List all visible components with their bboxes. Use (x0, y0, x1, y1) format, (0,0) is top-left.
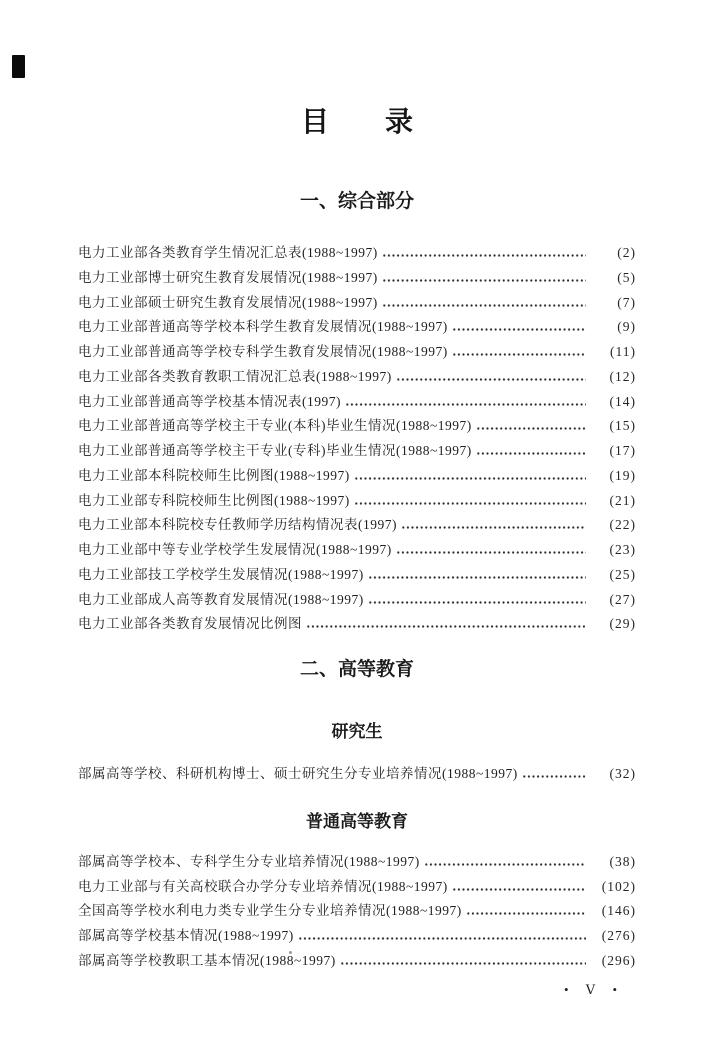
dot-leader-icon (476, 439, 586, 464)
entry-title: 全国高等学校水利电力类专业学生分专业培养情况(1988~1997) (78, 903, 462, 919)
dot-leader-icon (368, 563, 586, 588)
entry-page-number: (29) (609, 616, 636, 632)
toc-entry (78, 291, 636, 316)
dot-leader-icon (401, 513, 586, 538)
dot-leader-icon (382, 241, 586, 266)
entry-title: 电力工业部硕士研究生教育发展情况(1988~1997) (78, 294, 378, 310)
subsection-heading: 普通高等教育 (306, 811, 408, 831)
toc-entry (78, 390, 636, 415)
toc-list (78, 717, 636, 974)
entry-title: 电力工业部与有关高校联合办学分专业培养情况(1988~1997) (78, 878, 448, 894)
entry-title: 电力工业部普通高等学校基本情况表(1997) (78, 393, 341, 409)
toc-sections (78, 186, 636, 974)
toc-entry (78, 612, 636, 637)
entry-page-number: (22) (609, 517, 636, 533)
toc-entry (78, 949, 636, 974)
dot-leader-icon (396, 365, 586, 390)
entry-page-number: (14) (609, 393, 636, 409)
toc-entry (78, 414, 636, 439)
dot-leader-icon (476, 414, 586, 439)
page-title: 目 录 (300, 107, 413, 138)
dot-leader-icon (306, 612, 586, 637)
section-heading: 一、综合部分 (299, 191, 414, 212)
toc-entry (78, 924, 636, 949)
dot-leader-icon (368, 588, 586, 613)
toc-entry (78, 513, 636, 538)
entry-title: 部属高等学校、科研机构博士、硕士研究生分专业培养情况(1988~1997) (78, 766, 518, 781)
toc-entry (78, 563, 636, 588)
entry-page-number: (11) (610, 344, 636, 359)
entry-title: 电力工业部专科院校师生比例图(1988~1997) (78, 492, 350, 508)
dot-leader-icon (522, 762, 586, 787)
entry-title: 电力工业部本科院校专任教师学历结构情况表(1997) (78, 517, 397, 533)
section-heading: 二、高等教育 (299, 659, 414, 680)
dot-leader-icon (452, 875, 586, 900)
entry-title: 电力工业部普通高等学校专科学生教育发展情况(1988~1997) (78, 344, 448, 359)
subsection-heading: 研究生 (331, 722, 383, 741)
dot-leader-icon (354, 464, 586, 489)
dot-leader-icon (354, 489, 586, 514)
entry-page-number: (5) (617, 269, 636, 285)
entry-title: 电力工业部中等专业学校学生发展情况(1988~1997) (78, 542, 392, 557)
dot-leader-icon (345, 390, 586, 415)
toc-entry (78, 315, 636, 340)
toc-entry (78, 365, 636, 390)
toc-entry (78, 588, 636, 613)
entry-title: 部属高等学校基本情况(1988~1997) (78, 928, 294, 943)
toc-entry (78, 464, 636, 489)
toc-entry (78, 899, 636, 924)
entry-page-number: (25) (609, 566, 636, 582)
entry-page-number: (146) (601, 903, 636, 919)
entry-page-number: (296) (601, 952, 636, 968)
entry-page-number: (2) (617, 245, 636, 260)
toc-entry (78, 439, 636, 464)
toc-entry (78, 850, 636, 875)
entry-page-number: (12) (609, 368, 636, 384)
entry-title: 电力工业部普通高等学校主干专业(本科)毕业生情况(1988~1997) (78, 418, 472, 434)
entry-page-number: (19) (609, 467, 636, 483)
entry-page-number: (102) (601, 878, 636, 894)
dot-leader-icon (424, 850, 586, 875)
toc-entry (78, 875, 636, 900)
dot-leader-icon (452, 315, 586, 340)
dot-leader-icon (298, 924, 586, 949)
dot-leader-icon (382, 291, 586, 316)
footer-page-number: • Ⅴ • (564, 981, 624, 997)
entry-page-number: (17) (609, 443, 636, 458)
entry-page-number: (15) (609, 418, 636, 434)
entry-page-number: (276) (601, 928, 636, 943)
entry-title: 部属高等学校本、专科学生分专业培养情况(1988~1997) (78, 853, 420, 869)
entry-title: 电力工业部成人高等教育发展情况(1988~1997) (78, 591, 364, 607)
toc-entry (78, 266, 636, 291)
entry-title: 电力工业部普通高等学校主干专业(专科)毕业生情况(1988~1997) (78, 443, 472, 458)
entry-title: 电力工业部本科院校师生比例图(1988~1997) (78, 467, 350, 483)
dot-leader-icon (466, 899, 586, 924)
entry-title: 电力工业部各类教育教职工情况汇总表(1988~1997) (78, 368, 392, 384)
entry-title: 电力工业部各类教育发展情况比例图 (78, 616, 302, 632)
dot-leader-icon (452, 340, 586, 365)
entry-page-number: (21) (609, 492, 636, 508)
entry-title: 电力工业部博士研究生教育发展情况(1988~1997) (78, 269, 378, 285)
entry-title: 电力工业部普通高等学校本科学生教育发展情况(1988~1997) (78, 319, 448, 335)
entry-title: 电力工业部技工学校学生发展情况(1988~1997) (78, 566, 364, 582)
entry-page-number: (27) (609, 591, 636, 607)
entry-page-number: (32) (609, 766, 636, 781)
entry-title: 部属高等学校教职工基本情况(1988~1997) (78, 952, 336, 968)
toc-entry (78, 241, 636, 266)
toc-entry (78, 340, 636, 365)
toc-list (78, 241, 636, 637)
toc-entry (78, 538, 636, 563)
entry-page-number: (9) (617, 319, 636, 335)
entry-title: 电力工业部各类教育学生情况汇总表(1988~1997) (78, 245, 378, 260)
dot-leader-icon (340, 949, 586, 974)
toc-entry (78, 489, 636, 514)
toc-entry (78, 762, 636, 787)
entry-page-number: (23) (609, 542, 636, 557)
dot-leader-icon (382, 266, 586, 291)
entry-page-number: (7) (617, 294, 636, 310)
dot-leader-icon (396, 538, 586, 563)
entry-page-number: (38) (609, 853, 636, 869)
